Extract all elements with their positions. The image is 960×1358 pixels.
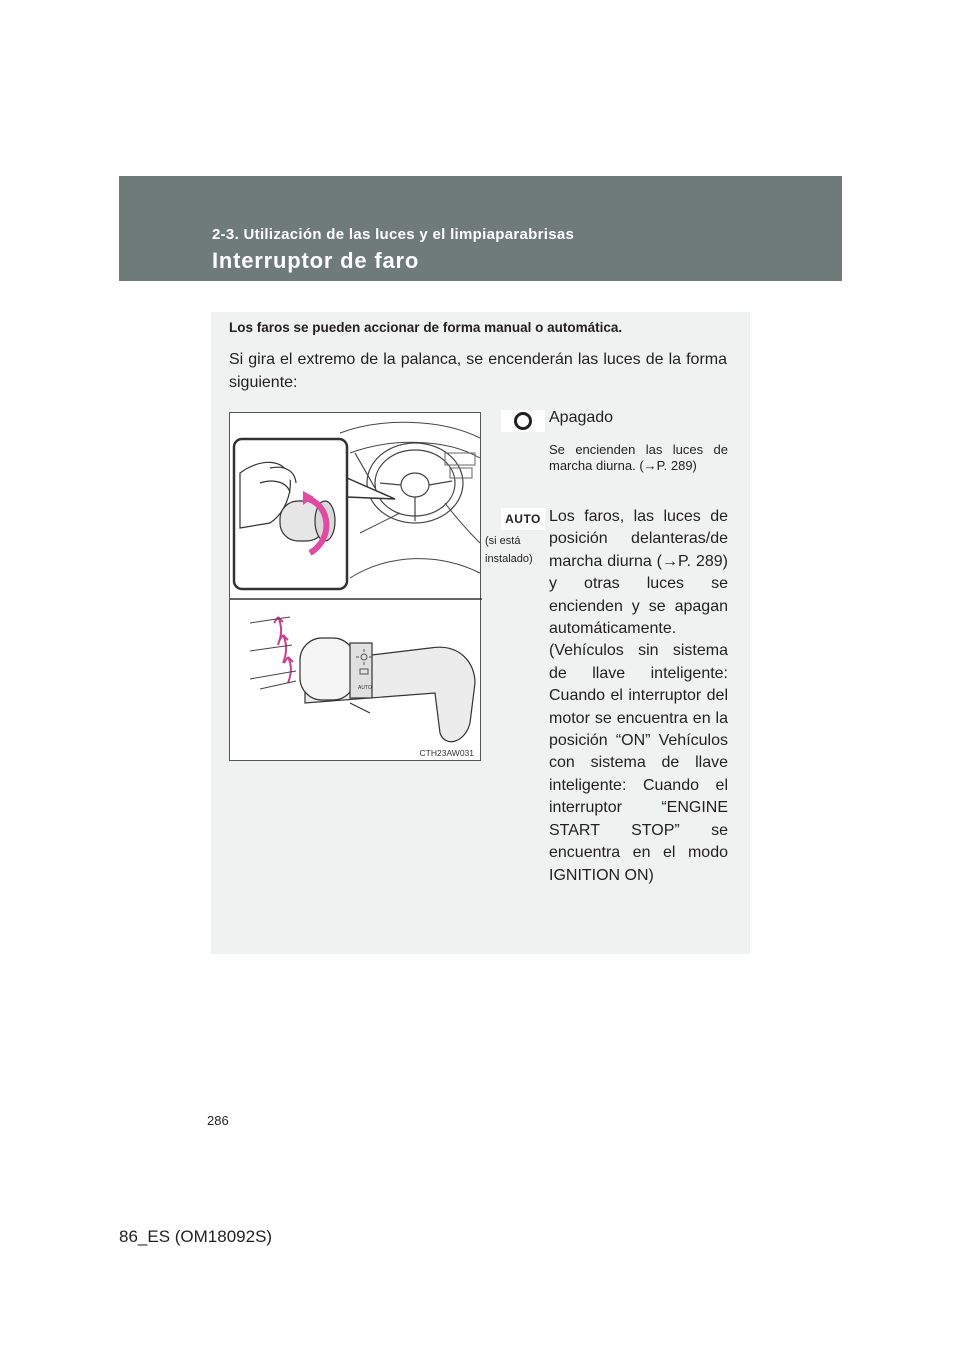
switch-drawing-svg (230, 413, 482, 762)
chapter-header (119, 176, 842, 281)
off-position-symbol (501, 410, 545, 432)
content-panel (211, 312, 750, 954)
auto-description: Los faros, las luces de posición delanteras/de marcha diurna (→P. 289) y otras luces se encienden y se apagan automáticamente. (Vehículos sin sistema de llave inteligente: Cuando el interruptor del motor se encuentra en la posición “ON” Vehículos con sistema de llave inteligente: Cuando el interruptor “ENGINE START STOP” se encuentra en el modo IGNITION ON) (549, 508, 728, 884)
auto-icon: AUTO (501, 508, 545, 530)
manual-code-footer: 86_ES (OM18092S) (119, 1227, 273, 1246)
daytime-light-description: Se encienden las luces de marcha diurna. (→P. 289) (549, 442, 728, 473)
off-ring-icon (514, 412, 532, 430)
page-title: Interruptor de faro (212, 248, 420, 273)
off-description: Apagado (549, 409, 614, 426)
section-label: 2-3. Utilización de las luces y el limpiaparabrisas (212, 226, 575, 243)
auto-note-line1: (si está (485, 535, 521, 547)
page-number: 286 (207, 1113, 229, 1128)
auto-installed-note (485, 532, 547, 568)
auto-note-line2: instalado) (485, 553, 533, 565)
figure-code: CTH23AW031 (419, 748, 474, 758)
svg-text:AUTO: AUTO (358, 685, 372, 691)
lead-text: Si gira el extremo de la palanca, se encenderán las luces de la forma siguiente: (229, 351, 727, 391)
headlight-switch-illustration (229, 412, 481, 761)
intro-text: Los faros se pueden accionar de forma manual o automática. (229, 320, 623, 335)
